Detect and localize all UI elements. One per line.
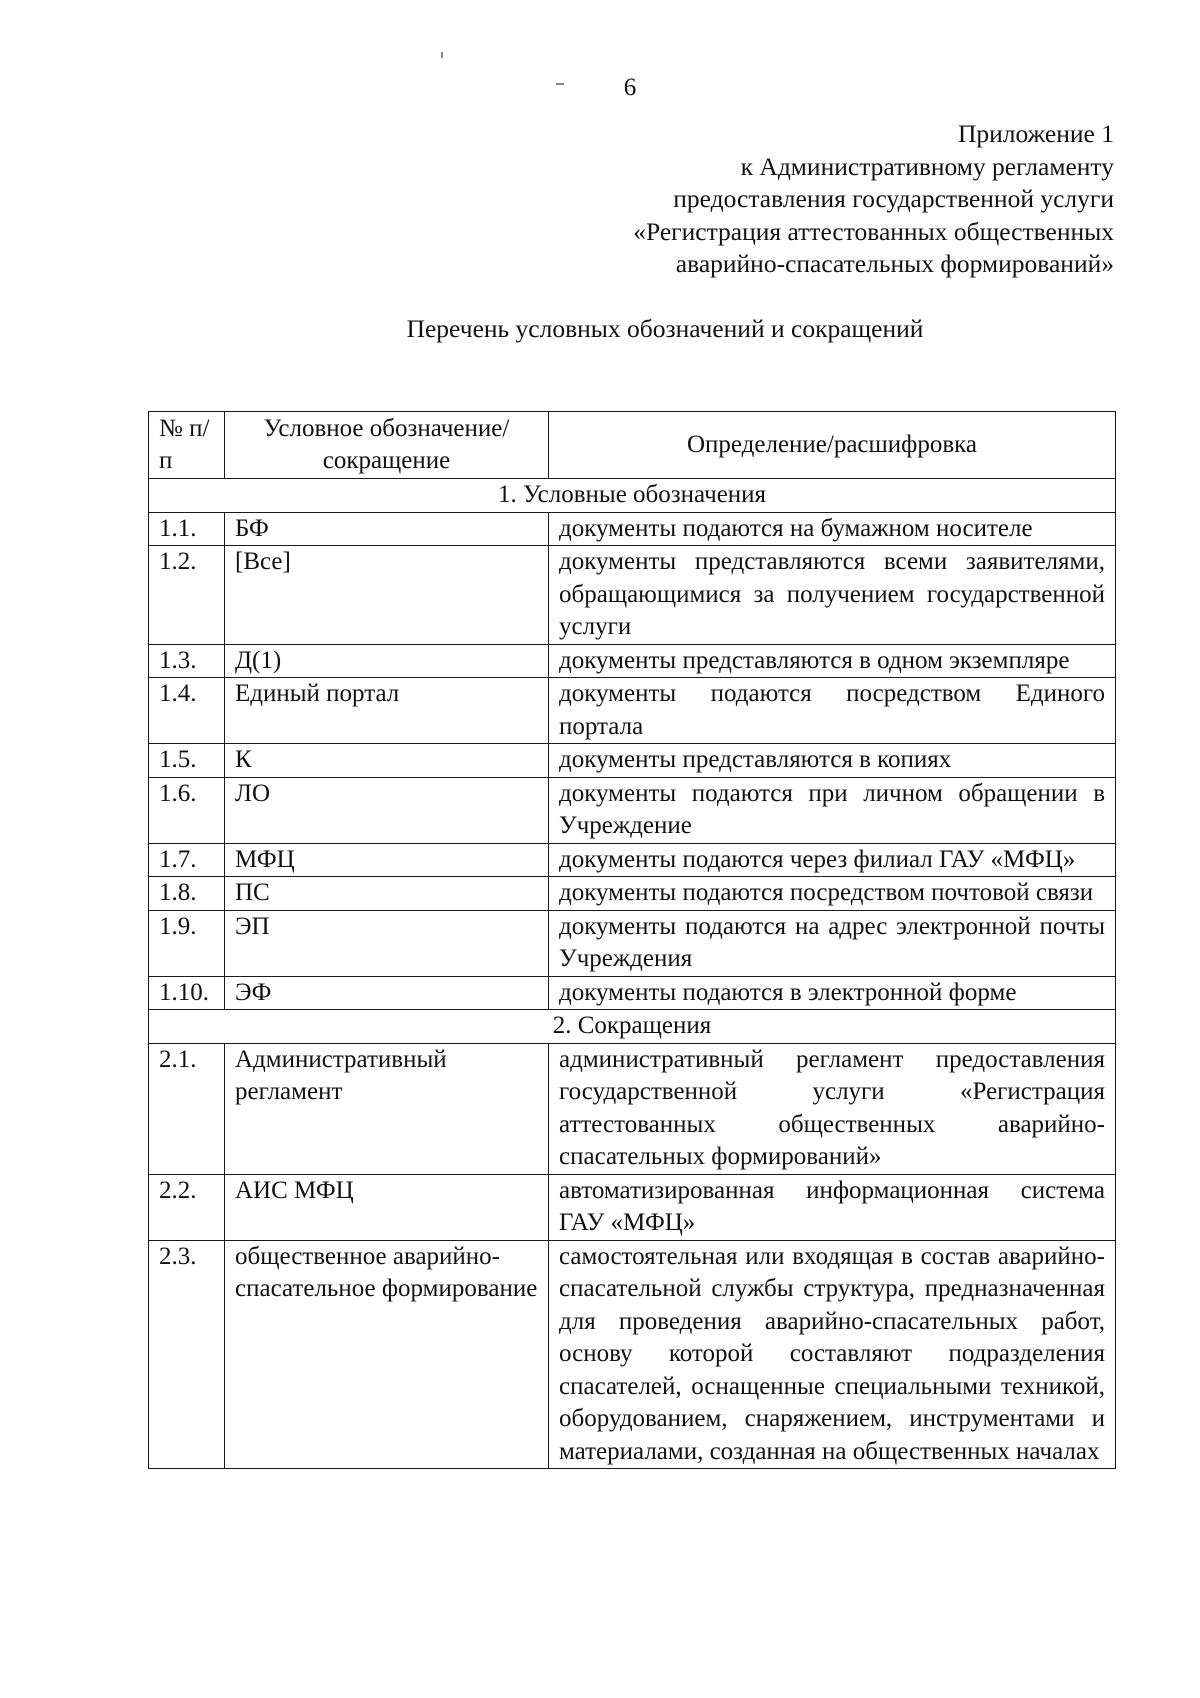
row-abbreviation: Д(1)	[225, 644, 549, 678]
header-abbr: Условное обозначение/сокращение	[225, 412, 549, 479]
table-body	[149, 479, 1116, 1469]
approval-line: «Регистрация аттестованных общественных	[633, 216, 1114, 246]
table-row	[149, 1174, 1116, 1240]
row-number: 1.1.	[149, 512, 225, 546]
approval-line: Приложение 1	[958, 119, 1114, 148]
row-number: 1.9.	[149, 910, 225, 976]
table-row	[149, 644, 1116, 678]
approval-line: к Административному регламенту	[740, 151, 1114, 181]
table-row	[149, 877, 1116, 911]
section-row	[149, 1010, 1116, 1044]
page-number: 6	[623, 74, 637, 101]
row-abbreviation: Административный регламент	[225, 1043, 549, 1174]
row-definition: документы подаются в электронной форме	[549, 976, 1116, 1010]
table-row	[149, 777, 1116, 843]
row-abbreviation: АИС МФЦ	[225, 1174, 549, 1240]
row-abbreviation: К	[225, 744, 549, 778]
document-title: Перечень условных обозначений и сокращений	[406, 314, 924, 343]
scan-speck	[556, 83, 564, 85]
row-abbreviation: МФЦ	[225, 843, 549, 877]
row-number: 2.1.	[149, 1043, 225, 1174]
row-abbreviation: ЛО	[225, 777, 549, 843]
row-number: 2.3.	[149, 1240, 225, 1469]
table-row	[149, 546, 1116, 645]
table-row	[149, 976, 1116, 1010]
row-definition: документы представляются в копиях	[549, 744, 1116, 778]
approval-line: предоставления государственной услуги	[673, 184, 1114, 213]
row-abbreviation: общественное аварийно-спасательное формирование	[225, 1240, 549, 1469]
row-definition: автоматизированная информационная система ГАУ «МФЦ»	[549, 1174, 1116, 1240]
row-definition: документы подаются посредством почтовой связи	[549, 877, 1116, 911]
row-definition: документы подаются на бумажном носителе	[549, 512, 1116, 546]
section-row	[149, 479, 1116, 513]
row-abbreviation: БФ	[225, 512, 549, 546]
row-definition: документы подаются посредством Единого портала	[549, 678, 1116, 744]
scan-speck	[441, 52, 443, 58]
table-row	[149, 1240, 1116, 1469]
row-number: 1.10.	[149, 976, 225, 1010]
row-abbreviation: ПС	[225, 877, 549, 911]
row-definition: документы представляются всеми заявителями, обращающимися за получением государственной услуги	[549, 546, 1116, 645]
row-definition: документы представляются в одном экземпляре	[549, 644, 1116, 678]
row-definition: документы подаются на адрес электронной почты Учреждения	[549, 910, 1116, 976]
row-number: 1.8.	[149, 877, 225, 911]
row-number: 1.2.	[149, 546, 225, 645]
table-row	[149, 512, 1116, 546]
row-abbreviation: Единый портал	[225, 678, 549, 744]
row-number: 1.5.	[149, 744, 225, 778]
header-def: Определение/расшифровка	[549, 412, 1116, 479]
table-row	[149, 1043, 1116, 1174]
row-abbreviation: ЭП	[225, 910, 549, 976]
header-num: № п/п	[149, 412, 225, 479]
row-definition: документы подаются через филиал ГАУ «МФЦ»	[549, 843, 1116, 877]
row-definition: самостоятельная или входящая в состав аварийно-спасательной службы структура, предназначенная для проведения аварийно-спасательных работ, основу которой составляют подразделения спасателей, оснащенные специальными техникой, оборудованием, снаряжением, инструментами и материалами, созданная на общественных началах	[549, 1240, 1116, 1469]
row-abbreviation: ЭФ	[225, 976, 549, 1010]
row-number: 1.7.	[149, 843, 225, 877]
row-definition: административный регламент предоставления государственной услуги «Регистрация аттестованных общественных аварийно-спасательных формирований»	[549, 1043, 1116, 1174]
table-row	[149, 843, 1116, 877]
row-number: 1.4.	[149, 678, 225, 744]
abbreviations-table	[148, 411, 1116, 1469]
section-title: 1. Условные обозначения	[149, 479, 1116, 513]
approval-block	[633, 118, 1114, 281]
section-title: 2. Сокращения	[149, 1010, 1116, 1044]
table-row	[149, 678, 1116, 744]
row-abbreviation: [Все]	[225, 546, 549, 645]
table-header-row	[149, 412, 1116, 479]
approval-line: аварийно-спасательных формирований»	[675, 249, 1114, 278]
row-number: 1.3.	[149, 644, 225, 678]
row-number: 2.2.	[149, 1174, 225, 1240]
row-number: 1.6.	[149, 777, 225, 843]
table-row	[149, 910, 1116, 976]
row-definition: документы подаются при личном обращении в Учреждение	[549, 777, 1116, 843]
table-row	[149, 744, 1116, 778]
